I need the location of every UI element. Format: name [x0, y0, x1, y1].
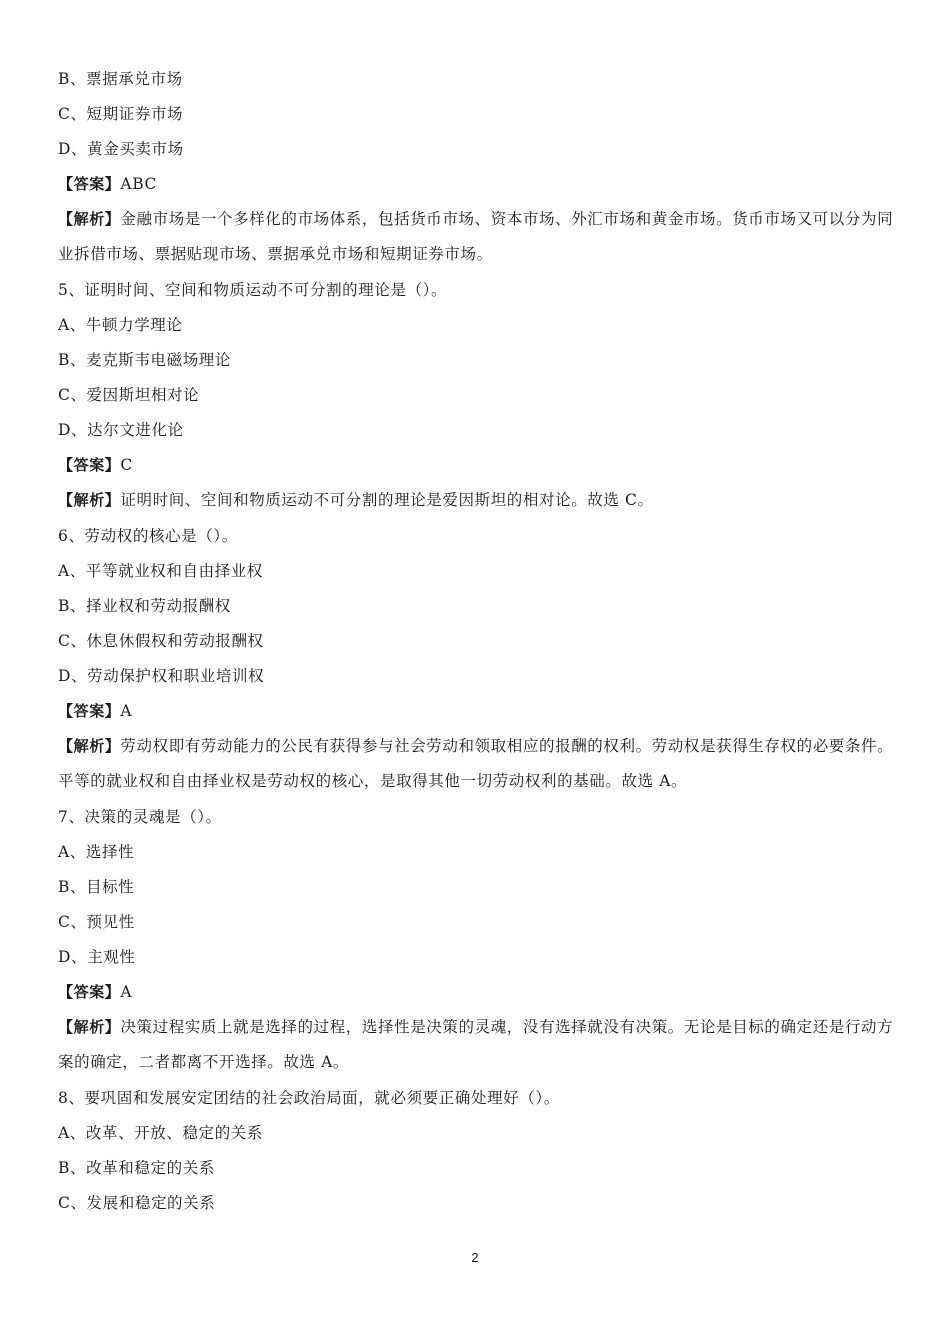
q6-analysis-text: 劳动权即有劳动能力的公民有获得参与社会劳动和领取相应的报酬的权利。劳动权是获得生存权的必要条件。平等的就业权和自由择业权是劳动权的核心，是取得其他一切劳动权利的基础。故选 A。: [58, 737, 894, 790]
q7-answer-line: [58, 982, 898, 1002]
q4-option-d: D、黄金买卖市场: [58, 140, 184, 158]
q6-answer: A: [120, 702, 133, 720]
analysis-tag: 【解析】: [58, 491, 121, 509]
q6-option-d: D、劳动保护权和职业培训权: [58, 667, 265, 685]
q8-question: 8、要巩固和发展安定团结的社会政治局面，就必须要正确处理好（）。: [58, 1089, 560, 1107]
q6-question: 6、劳动权的核心是（）。: [58, 527, 238, 545]
analysis-tag: 【解析】: [58, 737, 121, 755]
q7-option-c: C、预见性: [58, 913, 135, 931]
q5-option-b: B、麦克斯韦电磁场理论: [58, 351, 231, 369]
q5-answer: C: [120, 456, 133, 474]
q4-answer: ABC: [120, 175, 157, 193]
q4-analysis-text: 金融市场是一个多样化的市场体系，包括货币市场、资本市场、外汇市场和黄金市场。货币市场又可以分为同业拆借市场、票据贴现市场、票据承兑市场和短期证券市场。: [58, 210, 894, 263]
page-number: 2: [471, 1250, 479, 1265]
q7-answer: A: [120, 983, 133, 1001]
q5-analysis-text: 证明时间、空间和物质运动不可分割的理论是爱因斯坦的相对论。故选 C。: [120, 491, 654, 509]
q5-option-c: C、爱因斯坦相对论: [58, 386, 200, 404]
q5-answer-line: [58, 455, 898, 475]
q7-option-d: D、主观性: [58, 948, 136, 966]
q6-analysis: [58, 729, 898, 799]
analysis-tag: 【解析】: [58, 210, 121, 228]
q6-option-b: B、择业权和劳动报酬权: [58, 597, 231, 615]
q7-question: 7、决策的灵魂是（）。: [58, 808, 222, 826]
q6-option-c: C、休息休假权和劳动报酬权: [58, 632, 264, 650]
q4-analysis: [58, 202, 898, 272]
answer-tag: 【答案】: [58, 702, 121, 720]
q4-option-c: C、短期证券市场: [58, 105, 184, 123]
q7-option-b: B、目标性: [58, 878, 135, 896]
q5-analysis: [58, 490, 898, 510]
answer-tag: 【答案】: [58, 175, 121, 193]
q5-option-a: A、牛顿力学理论: [58, 316, 183, 334]
q7-option-a: A、选择性: [58, 843, 135, 861]
q7-analysis-text: 决策过程实质上就是选择的过程，选择性是决策的灵魂，没有选择就没有决策。无论是目标的确定还是行动方案的确定，二者都离不开选择。故选 A。: [58, 1018, 894, 1071]
answer-tag: 【答案】: [58, 456, 121, 474]
q5-question: 5、证明时间、空间和物质运动不可分割的理论是（）。: [58, 281, 448, 299]
q5-option-d: D、达尔文进化论: [58, 421, 184, 439]
q4-option-b: B、票据承兑市场: [58, 70, 183, 88]
q4-answer-line: [58, 174, 898, 194]
q6-option-a: A、平等就业权和自由择业权: [58, 562, 263, 580]
q6-answer-line: [58, 701, 898, 721]
q8-option-a: A、改革、开放、稳定的关系: [58, 1124, 263, 1142]
analysis-tag: 【解析】: [58, 1018, 121, 1036]
q8-option-b: B、改革和稳定的关系: [58, 1159, 215, 1177]
q7-analysis: [58, 1010, 898, 1080]
answer-tag: 【答案】: [58, 983, 121, 1001]
q8-option-c: C、发展和稳定的关系: [58, 1194, 216, 1212]
